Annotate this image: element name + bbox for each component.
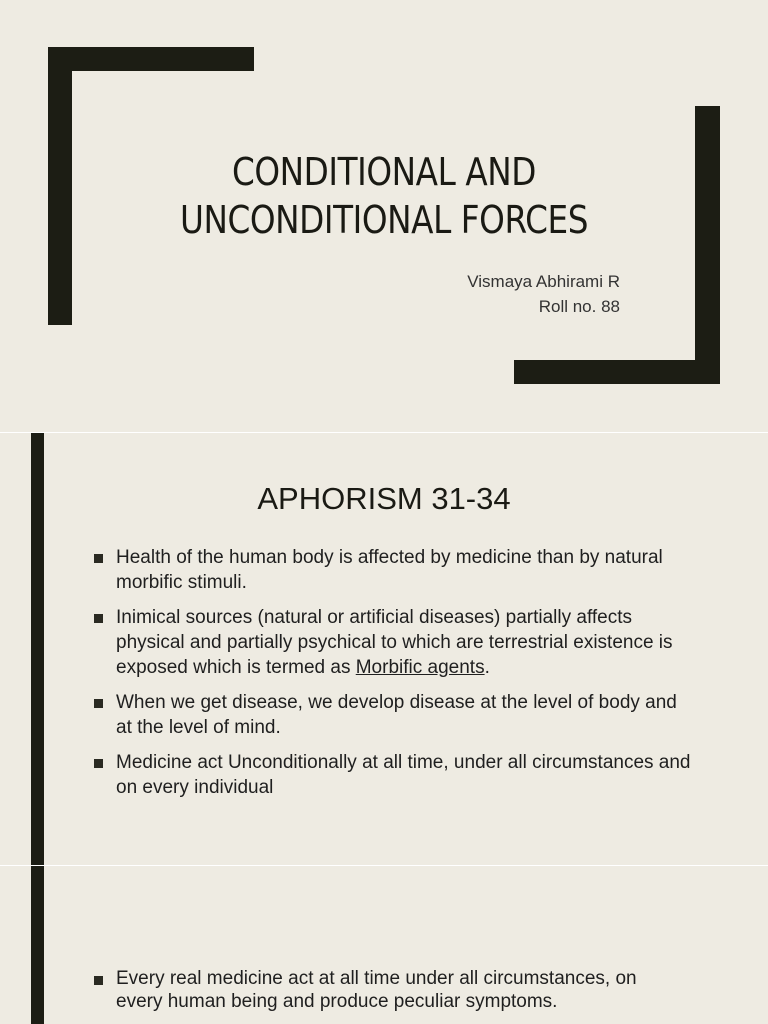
bullet-text-end: . [484,657,490,678]
list-item [92,545,692,595]
bullet-list [92,967,662,1023]
bullet-list [92,545,692,810]
aphorism-slide [0,433,768,865]
list-item [92,750,692,800]
bullet-square-icon [94,759,103,768]
bullet-square-icon [94,614,103,623]
bullet-square-icon [94,699,103,708]
bullet-square-icon [94,554,103,563]
bullet-square-icon [94,976,103,985]
corner-bracket-bottom-right-horizontal [514,360,720,384]
slide-heading: APHORISM 31-34 [257,481,511,516]
bullet-text: Medicine act Unconditionally at all time, under all circumstances and on every individual [116,752,691,798]
bullet-text: When we get disease, we develop disease at the level of body and at the level of mind. [116,692,677,738]
corner-bracket-bottom-right-vertical [695,106,720,384]
list-item [92,690,692,740]
morbific-agents-link[interactable]: Morbific agents [355,657,485,678]
list-item [92,967,662,1013]
title-slide [0,0,768,432]
bullet-text: Every real medicine act at all time under all circumstances, on every human being and produce peculiar symptoms. [116,968,637,1012]
corner-bracket-top-left-vertical [48,47,72,325]
author-name: Vismaya Abhirami R [467,272,620,291]
title-line-2: UNCONDITIONAL FORCES [179,198,589,242]
continuation-slide [0,866,768,1024]
bullet-text: Inimical sources (natural or artificial diseases) partially affects physical and partially psychical to which are terrestrial existence is exposed which is termed as [116,607,673,678]
left-accent-bar [31,866,44,1024]
bullet-text: Health of the human body is affected by medicine than by natural morbific stimuli. [116,547,663,593]
corner-bracket-top-left-horizontal [48,47,254,71]
list-item [92,605,692,680]
slide-title [100,148,668,244]
title-line-1: CONDITIONAL AND [231,150,537,194]
roll-number: Roll no. 88 [538,297,620,316]
